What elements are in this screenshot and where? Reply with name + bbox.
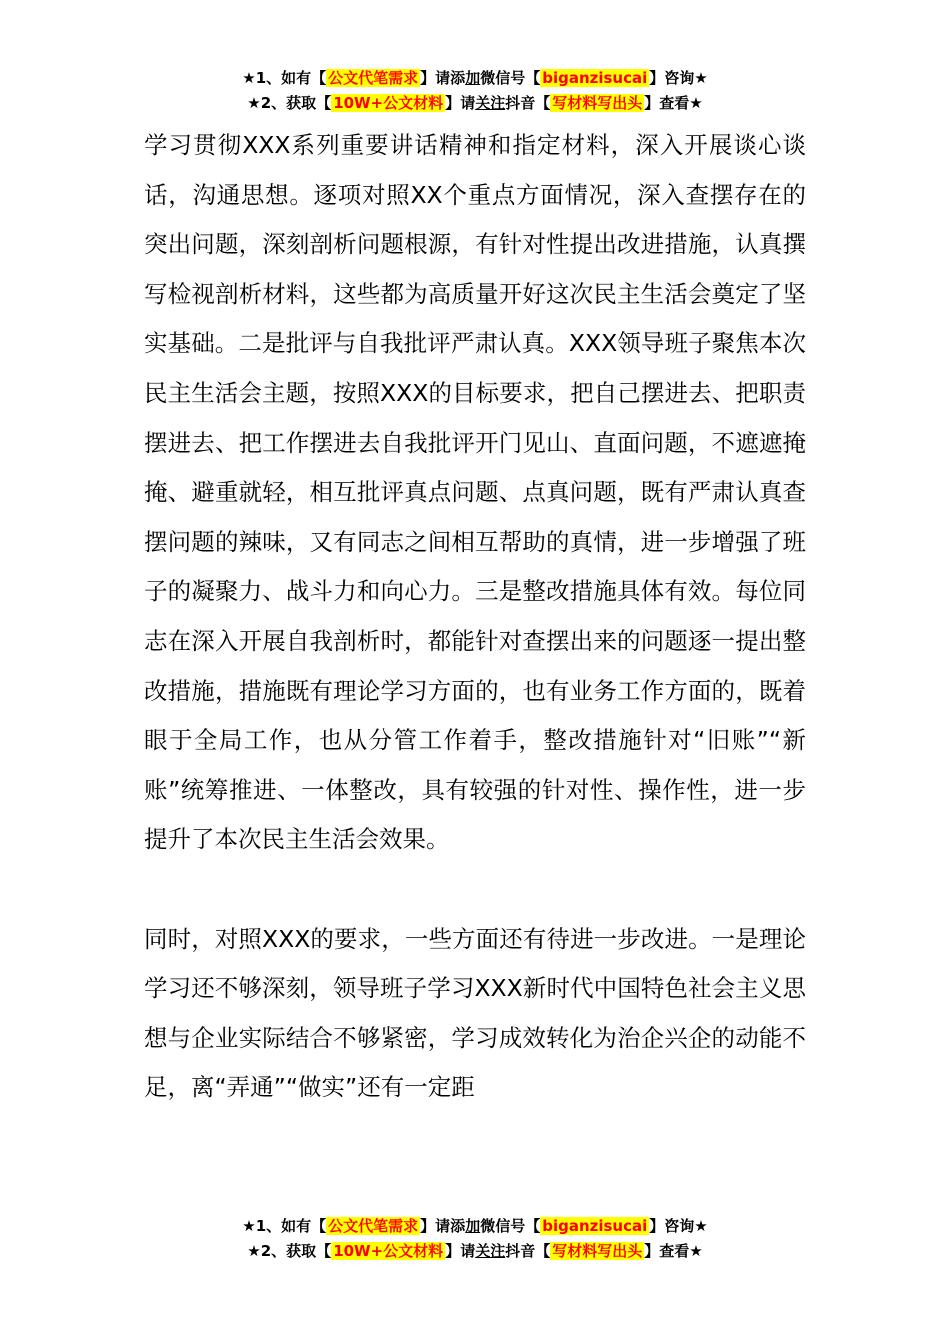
document-body xyxy=(144,121,806,1207)
banner-text: 】咨询★ xyxy=(649,69,708,87)
banner-text: 】请添 xyxy=(420,1217,466,1235)
banner-text: ★1、如有【 xyxy=(242,1217,327,1235)
banner-underline-text: 关注 xyxy=(475,1242,506,1260)
banner-text: 】咨询★ xyxy=(649,1217,708,1235)
banner-text: 微信号【 xyxy=(480,1217,541,1235)
banner-highlight: 10W+公文材料 xyxy=(333,94,444,112)
banner-text: 】请添 xyxy=(420,69,466,87)
banner-highlight: 公文代笔需求 xyxy=(328,1217,419,1235)
banner-highlight: 写材料写出头 xyxy=(552,94,643,112)
banner-text: 】查看★ xyxy=(644,1242,703,1260)
banner-line-2 xyxy=(0,1239,950,1264)
banner-underline-text: 关注 xyxy=(475,94,506,112)
header-banner xyxy=(0,66,950,116)
paragraph-gap xyxy=(144,865,806,915)
banner-text: ★2、获取【 xyxy=(247,94,332,112)
banner-text: 】查看★ xyxy=(644,94,703,112)
banner-underline-text: 加 xyxy=(465,1217,481,1235)
banner-highlight: 写材料写出头 xyxy=(552,1242,643,1260)
banner-highlight: 10W+公文材料 xyxy=(333,1242,444,1260)
banner-text: ★1、如有【 xyxy=(242,69,327,87)
banner-text: 抖音【 xyxy=(505,1242,551,1260)
banner-highlight: 公文代笔需求 xyxy=(328,69,419,87)
banner-text: 抖音【 xyxy=(505,94,551,112)
banner-text: ★2、获取【 xyxy=(247,1242,332,1260)
banner-underline-text: 加 xyxy=(465,69,481,87)
banner-line-1 xyxy=(0,66,950,91)
banner-highlight: biganzisucai xyxy=(542,69,648,87)
paragraph-2: 同时，对照XXX的要求，一些方面还有待进一步改进。一是理论学习还不够深刻，领导班子学习XXX新时代中国特色社会主义思想与企业实际结合不够紧密，学习成效转化为治企兴企的动能不足，离“弄通”“做实”还有一定距 xyxy=(144,924,806,1102)
banner-line-2 xyxy=(0,91,950,116)
banner-line-1 xyxy=(0,1214,950,1239)
paragraph-1: 学习贯彻XXX系列重要讲话精神和指定材料，深入开展谈心谈话，沟通思想。逐项对照XX个重点方面情况，深入查摆存在的突出问题，深刻剖析问题根源，有针对性提出改进措施，认真撰写检视剖析材料，这些都为高质量开好这次民主生活会奠定了坚实基础。二是批评与自我批评严肃认真。XXX领导班子聚焦本次民主生活会主题，按照XXX的目标要求，把自己摆进去、把职责摆进去、把工作摆进去自我批评开门见山、直面问题，不遮遮掩掩、避重就轻，相互批评真点问题、点真问题，既有严肃认真查摆问题的辣味，又有同志之间相互帮助的真情，进一步增强了班子的凝聚力、战斗力和向心力。三是整改措施具体有效。每位同志在深入开展自我剖析时，都能针对查摆出来的问题逐一提出整改措施，措施既有理论学习方面的，也有业务工作方面的，既着眼于全局工作，也从分管工作着手，整改措施针对“旧账”“新账”统筹推进、一体整改，具有较强的针对性、操作性，进一步提升了本次民主生活会效果。 xyxy=(144,131,806,854)
banner-text: 】请 xyxy=(445,1242,476,1260)
banner-highlight: biganzisucai xyxy=(542,1217,648,1235)
banner-text: 】请 xyxy=(445,94,476,112)
banner-text: 微信号【 xyxy=(480,69,541,87)
footer-banner xyxy=(0,1214,950,1264)
